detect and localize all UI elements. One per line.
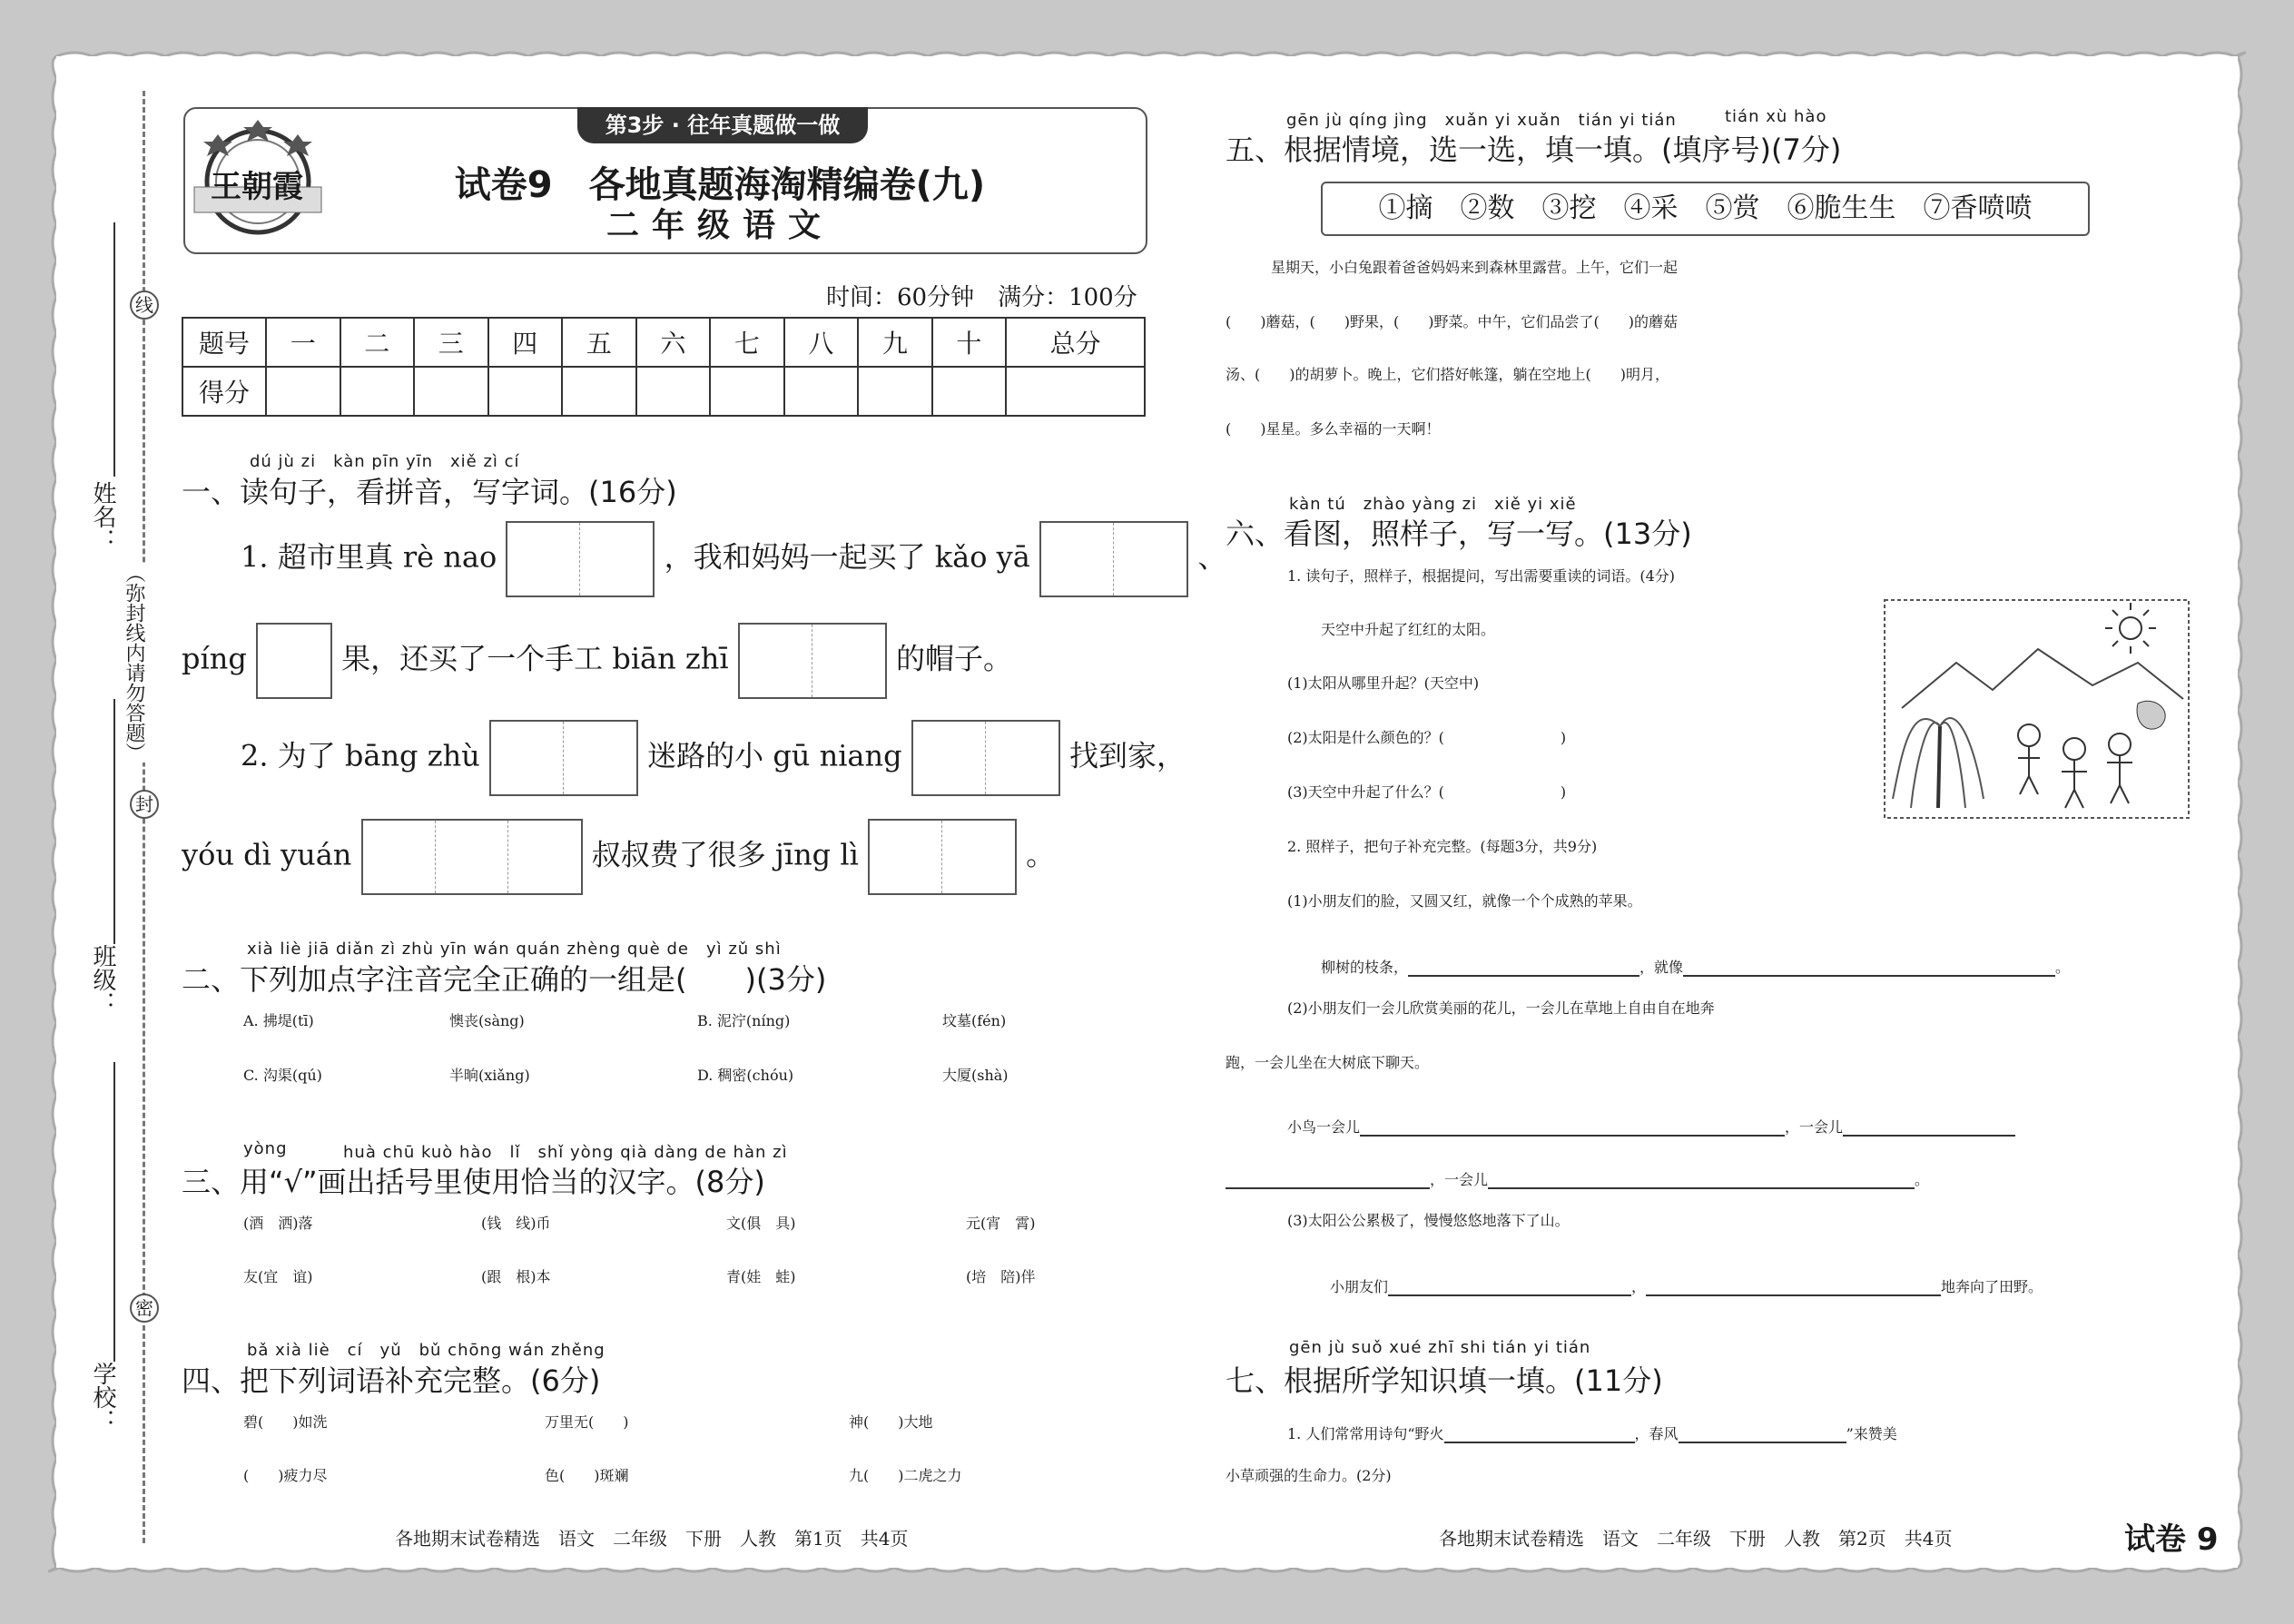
score-input[interactable]	[340, 367, 415, 416]
name-label: 姓名：	[89, 481, 116, 552]
score-cell: 九	[858, 318, 932, 367]
answer-line[interactable]	[1226, 1156, 1430, 1189]
footer-left: 各地期末试卷精选 语文 二年级 下册 人教 第1页 共4页	[395, 1528, 909, 1550]
time-info: 时间：60分钟 满分：100分	[826, 284, 1137, 311]
answer-line[interactable]	[1360, 1104, 1785, 1137]
answer-box-ping[interactable]	[256, 623, 332, 699]
sec1-q2-line1	[241, 720, 1186, 796]
score-cell: 八	[784, 318, 859, 367]
sec1-q2-line2	[182, 819, 1055, 895]
answer-box-bianzhi[interactable]	[738, 623, 887, 699]
scene-illustration	[1884, 599, 2190, 819]
sec6-p2-3d: 地奔向了田野。	[1941, 1278, 2043, 1295]
score-header-row	[182, 318, 1145, 367]
score-cell: 题号	[182, 318, 266, 367]
sec6-p2-1-answer	[1321, 944, 2070, 977]
sec6-p2-2e: ，一会儿	[1430, 1171, 1489, 1188]
sec7-pinyin: gēn jù suǒ xué zhī shi tián yi tián	[1289, 1338, 1591, 1357]
sec6-p2-1c: 。	[2055, 959, 2071, 976]
header-box	[183, 107, 1147, 254]
sec1-q1-line2	[182, 623, 1012, 699]
score-input[interactable]	[414, 367, 488, 416]
score-input[interactable]	[636, 367, 711, 416]
sec3-pinyin-a: yòng	[243, 1139, 288, 1158]
score-cell: 四	[488, 318, 563, 367]
sec3-item[interactable]: (酒 洒)落	[243, 1215, 313, 1232]
sec4-item[interactable]: 碧( )如洗	[243, 1413, 328, 1431]
sec2-option-c1[interactable]: C. 沟渠(qú)	[243, 1067, 322, 1084]
seal-char-secret: 密	[130, 1294, 159, 1323]
score-cell: 二	[340, 318, 415, 367]
sec3-item[interactable]: 青(娃 蛙)	[726, 1268, 796, 1285]
sec1-q1-b: ，我和妈妈一起买了 kǎo yā	[664, 539, 1030, 575]
answer-line[interactable]	[1388, 1264, 1631, 1296]
sec3-item[interactable]: 元(宵 霄)	[966, 1215, 1036, 1232]
sec1-q2-d: yóu dì yuán	[182, 837, 352, 872]
sec4-item[interactable]: 色( )斑斓	[545, 1467, 629, 1484]
sec6-p1-q1: (1)太阳从哪里升起？(天空中)	[1287, 674, 1480, 692]
score-cell: 五	[562, 318, 636, 367]
sec1-q2-c: 找到家，	[1068, 738, 1186, 773]
sec2-option-a2: 懊丧(sàng)	[449, 1012, 525, 1029]
sec1-q2-e: 叔叔费了很多 jīng lì	[591, 837, 859, 872]
sec5-line[interactable]: ( )蘑菇，( )野果，( )野菜。中午，它们品尝了( )的蘑菇	[1226, 313, 1678, 330]
score-input[interactable]	[1006, 367, 1145, 416]
sec3-item[interactable]: (培 陪)伴	[966, 1268, 1036, 1285]
answer-box-jingli[interactable]	[868, 819, 1017, 895]
score-cell: 总分	[1006, 318, 1145, 367]
sec6-p2-2b: 跑，一会儿坐在大树底下聊天。	[1226, 1054, 1430, 1071]
school-blank[interactable]	[113, 1062, 115, 1362]
sec5-choices: ①摘 ②数 ③挖 ④采 ⑤赏 ⑥脆生生 ⑦香喷喷	[1321, 182, 2090, 236]
step-badge: 第3步 · 往年真题做一做	[577, 107, 868, 143]
sec3-item[interactable]: (跟 根)本	[481, 1268, 551, 1285]
sec6-p2-2f: 。	[1915, 1171, 1930, 1188]
class-blank[interactable]	[113, 699, 115, 944]
sec6-p2-2-answer	[1287, 1104, 2015, 1137]
sec1-q2-f: 。	[1026, 837, 1056, 872]
sec2-option-d2: 大厦(shà)	[942, 1067, 1009, 1084]
score-cell: 得分	[182, 367, 266, 416]
sec3-pinyin-b: huà chū kuò hào lǐ shǐ yòng qià dàng de hàn zì	[343, 1143, 788, 1162]
sec1-q1-d: píng	[182, 641, 247, 676]
sec6-p1-sentence: 天空中升起了红红的太阳。	[1321, 621, 1496, 638]
sec5-pinyin-a: gēn jù qíng jìng xuǎn yi xuǎn tián yi tián	[1286, 111, 1677, 130]
score-cell: 十	[932, 318, 1007, 367]
page-badge: 试卷 9	[2124, 1521, 2219, 1558]
score-input[interactable]	[932, 367, 1007, 416]
sec6-p2-3-answer	[1330, 1264, 2043, 1296]
sec5-line: 星期天，小白兔跟着爸爸妈妈来到森林里露营。上午，它们一起	[1271, 259, 1679, 276]
sec6-p2-title: 2. 照样子，把句子补充完整。(每题3分，共9分)	[1287, 838, 1598, 855]
sec6-p1-q2[interactable]: (2)太阳是什么颜色的？( )	[1287, 729, 1567, 746]
answer-line[interactable]	[1408, 944, 1639, 977]
sec6-p2-1a: 柳树的枝条，	[1321, 959, 1409, 976]
sec1-title: 一、读句子，看拼音，写字词。(16分)	[182, 475, 677, 509]
score-cell: 六	[636, 318, 711, 367]
sec6-p2-1b: ，就像	[1639, 959, 1684, 976]
seal-char-line: 线	[130, 290, 159, 320]
sec7-q1-b: ，春风	[1634, 1425, 1679, 1442]
sec6-pinyin: kàn tú zhào yàng zi xiě yi xiě	[1289, 495, 1577, 514]
sec4-item[interactable]: 万里无( )	[545, 1413, 629, 1431]
sec5-title: 五、根据情境，选一选，填一填。(填序号)(7分)	[1226, 133, 1842, 167]
answer-box-guniang[interactable]	[911, 720, 1060, 796]
class-label: 班级：	[89, 944, 116, 1015]
score-input[interactable]	[784, 367, 859, 416]
sec6-p2-2-answer-2	[1226, 1156, 1929, 1189]
sec1-q1-a: 1. 超市里真 rè nao	[241, 539, 497, 575]
sec6-p1-title: 1. 读句子，照样子，根据提问，写出需要重读的词语。(4分)	[1287, 567, 1676, 585]
exam-title: 试卷9 各地真题海淘精编卷(九)	[454, 164, 986, 206]
sec7-title: 七、根据所学知识填一填。(11分)	[1226, 1363, 1663, 1398]
sec1-q2-b: 迷路的小 gū niang	[647, 738, 902, 773]
score-input[interactable]	[710, 367, 784, 416]
sec4-title: 四、把下列词语补充完整。(6分)	[182, 1363, 601, 1398]
footer-right: 各地期末试卷精选 语文 二年级 下册 人教 第2页 共4页	[1439, 1528, 1953, 1550]
name-blank[interactable]	[113, 222, 115, 477]
sec6-p2-3b: 小朋友们	[1330, 1278, 1389, 1295]
sec7-q1-c: ”来赞美	[1846, 1425, 1897, 1442]
exam-subtitle: 二年级语文	[605, 206, 833, 244]
score-value-row	[182, 367, 1145, 416]
sec1-q1-f: 的帽子。	[895, 641, 1012, 676]
sec2-title: 二、下列加点字注音完全正确的一组是( )(3分)	[182, 962, 827, 997]
answer-line[interactable]	[1843, 1104, 2015, 1137]
sec6-p2-3a: (3)太阳公公累极了，慢慢悠悠地落下了山。	[1287, 1212, 1570, 1229]
sec5-pinyin-b: tián xù hào	[1725, 107, 1827, 126]
sec2-option-b1[interactable]: B. 泥泞(níng)	[697, 1012, 791, 1029]
school-label: 学校：	[89, 1362, 116, 1432]
answer-line[interactable]	[1646, 1264, 1941, 1296]
sec6-p2-1: (1)小朋友们的脸，又圆又红，就像一个个成熟的苹果。	[1287, 892, 1642, 910]
score-cell: 七	[710, 318, 784, 367]
answer-box-bangzhu[interactable]	[489, 720, 638, 796]
score-cell: 三	[414, 318, 488, 367]
sec6-title: 六、看图，照样子，写一写。(13分)	[1226, 517, 1692, 551]
sec3-item[interactable]: 文(俱 具)	[726, 1215, 796, 1232]
sec2-option-d1[interactable]: D. 稠密(chóu)	[697, 1067, 794, 1084]
sec3-item[interactable]: (钱 线)币	[481, 1215, 551, 1232]
score-input[interactable]	[488, 367, 563, 416]
sec7-q1-d: 小草顽强的生命力。(2分)	[1226, 1467, 1392, 1484]
sec6-p2-2a: (2)小朋友们一会儿欣赏美丽的花儿，一会儿在草地上自由自在地奔	[1287, 999, 1715, 1017]
sec2-pinyin: xià liè jiā diǎn zì zhù yīn wán quán zhèng què de yì zǔ shì	[247, 940, 782, 959]
answer-line[interactable]	[1444, 1411, 1635, 1443]
sec1-q2-a: 2. 为了 bāng zhù	[241, 738, 480, 773]
score-input[interactable]	[562, 367, 636, 416]
answer-line[interactable]	[1679, 1411, 1846, 1443]
sec5-line[interactable]: ( )星星。多么幸福的一天啊！	[1226, 420, 1441, 438]
logo-text: 王朝霞	[211, 169, 303, 205]
score-cell: 一	[266, 318, 340, 367]
sec1-pinyin: dú jù zi kàn pīn yīn xiě zì cí	[250, 452, 520, 471]
answer-line[interactable]	[1683, 944, 2055, 977]
sec4-item[interactable]: 九( )二虎之力	[849, 1467, 962, 1484]
sec4-item[interactable]: 神( )大地	[849, 1413, 933, 1431]
sec6-p2-2c: 小鸟一会儿	[1287, 1118, 1361, 1136]
sec1-q1-e: 果，还买了一个手工 biān zhī	[341, 641, 729, 676]
sec1-q1-line1	[241, 521, 1226, 597]
sec6-p1-q3[interactable]: (3)天空中升起了什么？( )	[1287, 783, 1567, 801]
seal-char-seal: 封	[130, 790, 159, 819]
sec6-p2-3c: ，	[1631, 1278, 1647, 1295]
sec3-item[interactable]: 友(宜 谊)	[243, 1268, 313, 1285]
sec2-option-a1[interactable]: A. 拂堤(tī)	[243, 1012, 314, 1029]
score-input[interactable]	[858, 367, 932, 416]
sec2-option-c2: 半晌(xiǎng)	[449, 1067, 530, 1084]
sec3-title: 三、用“√”画出括号里使用恰当的汉字。(8分)	[182, 1165, 765, 1199]
answer-box-youdiyuan[interactable]	[361, 819, 583, 895]
sec4-pinyin: bǎ xià liè cí yǔ bǔ chōng wán zhěng	[247, 1341, 605, 1360]
answer-box-kaoya[interactable]	[1039, 521, 1188, 597]
sec6-p2-2d: ，一会儿	[1785, 1118, 1844, 1136]
sec2-option-b2: 坟墓(fén)	[942, 1012, 1007, 1029]
answer-line[interactable]	[1488, 1156, 1915, 1189]
sec4-item[interactable]: ( )疲力尽	[243, 1467, 328, 1484]
sec1-q1-c: 、	[1197, 539, 1227, 575]
score-table	[182, 317, 1146, 417]
sec7-q1-a: 1. 人们常常用诗句“野火	[1287, 1425, 1444, 1442]
answer-box-renao[interactable]	[506, 521, 655, 597]
sec5-line[interactable]: 汤、( )的胡萝卜。晚上，它们搭好帐篷，躺在空地上( )明月，	[1226, 366, 1669, 383]
seal-note: （弥封线内请勿答题）	[120, 563, 148, 763]
sec7-q1	[1287, 1411, 1897, 1443]
score-input[interactable]	[266, 367, 340, 416]
